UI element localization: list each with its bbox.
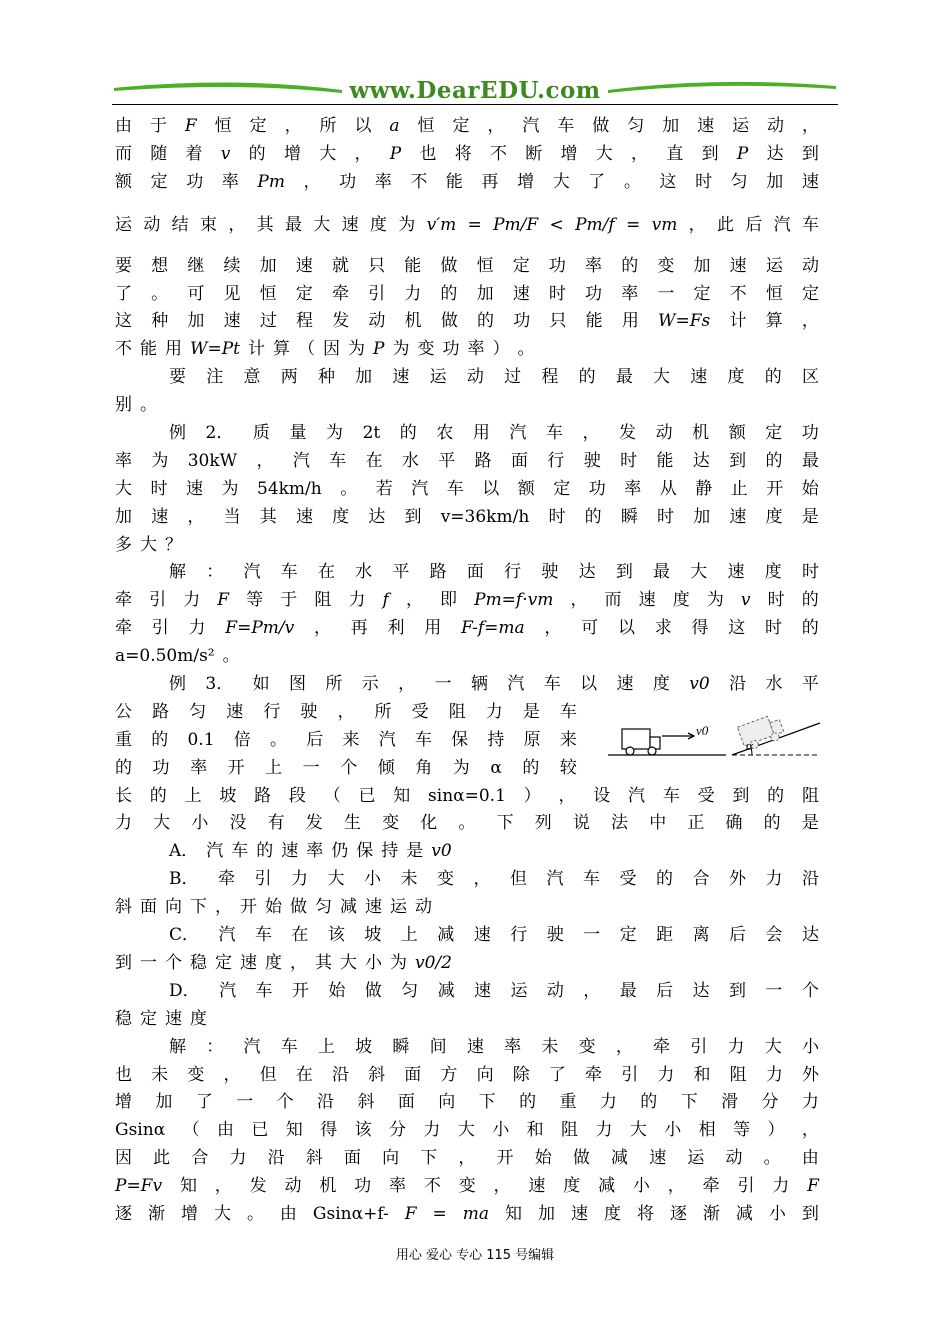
text-line: 不 能 用 W=Pt 计 算 （ 因 为 P 为 变 功 率 ） 。 bbox=[115, 339, 535, 360]
text-line: a=0.50m/s² 。 bbox=[115, 646, 240, 667]
document-body bbox=[115, 113, 819, 1229]
text-line: 到 一 个 稳 定 速 度 ， 其 大 小 为 v0/2 bbox=[115, 952, 452, 973]
text-line: Gsinα （ 由 已 知 得 该 分 力 大 小 和 阻 力 大 小 相 等 ） ， bbox=[115, 1120, 819, 1141]
text-line: 牵 引 力 F 等 于 阻 力 f ， 即 Pm=f·vm ， 而 速 度 为 v 时 的 bbox=[115, 590, 819, 611]
text-line: 因 此 合 力 沿 斜 面 向 下 ， 开 始 做 减 速 运 动 。 由 bbox=[115, 1148, 819, 1169]
text-line: 逐 渐 增 大 。 由 Gsinα+f- F = ma 知 加 速 度 将 逐 渐 减 小 到 bbox=[115, 1203, 819, 1224]
text-line: 长 的 上 坡 路 段 （ 已 知 sinα=0.1 ） ， 设 汽 车 受 到 的 阻 bbox=[115, 785, 819, 806]
text-line: 稳 定 速 度 bbox=[115, 1008, 207, 1029]
text-line: 例 2． 质 量 为 2t 的 农 用 汽 车 ， 发 动 机 额 定 功 bbox=[169, 423, 819, 444]
figure-angle-label: α bbox=[746, 738, 753, 753]
text-line: 斜 面 向 下 ， 开 始 做 匀 减 速 运 动 bbox=[115, 897, 432, 918]
text-line: 的 功 率 开 上 一 个 倾 角 为 α 的 较 bbox=[115, 757, 577, 778]
text-line: D． 汽 车 开 始 做 匀 减 速 运 动 ， 最 后 达 到 一 个 bbox=[169, 980, 819, 1001]
car-slope-figure bbox=[600, 708, 828, 770]
text-line: 牵 引 力 F=Pm/v ， 再 利 用 F-f=ma ， 可 以 求 得 这 时 的 bbox=[115, 618, 819, 639]
text-line: 这 种 加 速 过 程 发 动 机 做 的 功 只 能 用 W=Fs 计 算 ， bbox=[115, 311, 819, 332]
text-line: 力 大 小 没 有 发 生 变 化 。 下 列 说 法 中 正 确 的 是 bbox=[115, 813, 819, 834]
text-line: 重 的 0.1 倍 。 后 来 汽 车 保 持 原 来 bbox=[115, 729, 577, 750]
figure-v-label: v0 bbox=[696, 723, 709, 738]
text-line: 加 速 ， 当 其 速 度 达 到 v=36km/h 时 的 瞬 时 加 速 度 是 bbox=[115, 506, 819, 527]
text-line: 多 大 ？ bbox=[115, 534, 182, 555]
text-line: 要 注 意 两 种 加 速 运 动 过 程 的 最 大 速 度 的 区 bbox=[169, 367, 819, 388]
text-line: 由 于 F 恒 定 ， 所 以 a 恒 定 ， 汽 车 做 匀 加 速 运 动 ， bbox=[115, 116, 819, 136]
text-line: 率 为 30kW ， 汽 车 在 水 平 路 面 行 驶 时 能 达 到 的 最 bbox=[115, 450, 819, 471]
text-line: 例 3． 如 图 所 示 ， 一 辆 汽 车 以 速 度 v0 沿 水 平 bbox=[169, 674, 819, 695]
text-line: B． 牵 引 力 大 小 未 变 ， 但 汽 车 受 的 合 外 力 沿 bbox=[169, 869, 819, 890]
text-line: 公 路 匀 速 行 驶 ， 所 受 阻 力 是 车 bbox=[115, 701, 577, 722]
header-rule bbox=[112, 104, 838, 105]
text-line: 运 动 结 束 ， 其 最 大 速 度 为 v′m = Pm/F < Pm/f = vm ， 此 后 汽 车 bbox=[115, 214, 819, 235]
page-footer: 用心 爱心 专心 115 号编辑 bbox=[395, 1248, 555, 1263]
site-header bbox=[112, 76, 838, 106]
text-line: P=Fv 知 ， 发 动 机 功 率 不 变 ， 速 度 减 小 ， 牵 引 力 F bbox=[115, 1176, 819, 1197]
text-line: 别 。 bbox=[115, 395, 157, 416]
text-line: 也 未 变 ， 但 在 沿 斜 面 方 向 除 了 牵 引 力 和 阻 力 外 bbox=[115, 1064, 819, 1085]
text-line: 而 随 着 v 的 增 大 ， P 也 将 不 断 增 大 ， 直 到 P 达 到 bbox=[115, 143, 819, 164]
text-line: 解 ： 汽 车 在 水 平 路 面 行 驶 达 到 最 大 速 度 时 bbox=[169, 562, 819, 583]
text-line: C． 汽 车 在 该 坡 上 减 速 行 驶 一 定 距 离 后 会 达 bbox=[169, 925, 819, 946]
text-line: 额 定 功 率 Pm ， 功 率 不 能 再 增 大 了 。 这 时 匀 加 速 bbox=[115, 171, 819, 192]
text-line: 大 时 速 为 54km/h 。 若 汽 车 以 额 定 功 率 从 静 止 开 始 bbox=[115, 478, 819, 499]
text-line: 解 ： 汽 车 上 坡 瞬 间 速 率 未 变 ， 牵 引 力 大 小 bbox=[169, 1036, 819, 1057]
site-title[interactable]: www.DearEDU.com bbox=[349, 77, 601, 104]
text-line: 要 想 继 续 加 速 就 只 能 做 恒 定 功 率 的 变 加 速 运 动 bbox=[115, 255, 819, 276]
text-line: 了 。 可 见 恒 定 牵 引 力 的 加 速 时 功 率 一 定 不 恒 定 bbox=[115, 283, 819, 304]
text-line: A． 汽 车 的 速 率 仍 保 持 是 v0 bbox=[169, 841, 452, 862]
text-line: 增 加 了 一 个 沿 斜 面 向 下 的 重 力 的 下 滑 分 力 bbox=[115, 1092, 819, 1113]
